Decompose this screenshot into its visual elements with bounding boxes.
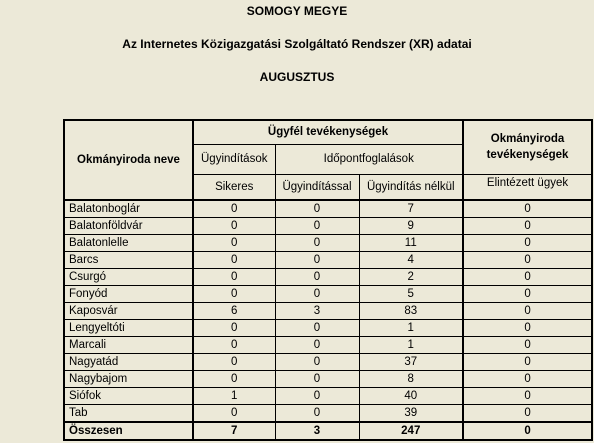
successful-cell: 0 <box>193 371 275 388</box>
handled-cell: 0 <box>463 218 592 235</box>
with-initiation-cell: 0 <box>275 354 359 371</box>
office-name-cell: Nagyatád <box>64 354 193 371</box>
with-initiation-cell: 0 <box>275 337 359 354</box>
with-initiation-cell: 0 <box>275 200 359 218</box>
without-initiation-cell: 9 <box>359 218 463 235</box>
without-initiation-cell: 39 <box>359 405 463 423</box>
office-name-cell: Barcs <box>64 252 193 269</box>
successful-cell: 0 <box>193 320 275 337</box>
table-row <box>64 303 592 320</box>
office-activities-header: Okmányiroda tevékenységek <box>463 120 592 174</box>
handled-cell: 0 <box>463 200 592 218</box>
table-row <box>64 405 592 423</box>
handled-cell: 0 <box>463 354 592 371</box>
successful-header: Sikeres <box>193 174 275 200</box>
office-name-cell: Csurgó <box>64 269 193 286</box>
without-initiation-cell: 83 <box>359 303 463 320</box>
handled-cell: 0 <box>463 320 592 337</box>
handled-cell: 0 <box>463 303 592 320</box>
without-initiation-cell: 1 <box>359 337 463 354</box>
total-handled: 0 <box>463 422 592 440</box>
successful-cell: 0 <box>193 337 275 354</box>
table-row <box>64 235 592 252</box>
initiations-header: Ügyindítások <box>193 144 275 174</box>
handled-cell: 0 <box>463 405 592 423</box>
total-with-initiation: 3 <box>275 422 359 440</box>
with-initiation-cell: 0 <box>275 320 359 337</box>
with-initiation-cell: 0 <box>275 235 359 252</box>
col-office-name-header: Okmányiroda neve <box>64 120 193 200</box>
office-name-cell: Marcali <box>64 337 193 354</box>
table-row <box>64 388 592 405</box>
without-initiation-cell: 2 <box>359 269 463 286</box>
handled-cell: 0 <box>463 337 592 354</box>
table-row <box>64 371 592 388</box>
office-name-cell: Nagybajom <box>64 371 193 388</box>
with-initiation-cell: 0 <box>275 252 359 269</box>
office-name-cell: Kaposvár <box>64 303 193 320</box>
successful-cell: 6 <box>193 303 275 320</box>
without-initiation-header: Ügyindítás nélkül <box>359 174 463 200</box>
without-initiation-cell: 1 <box>359 320 463 337</box>
with-initiation-cell: 0 <box>275 371 359 388</box>
office-name-cell: Fonyód <box>64 286 193 303</box>
county-title: SOMOGY MEGYE <box>246 4 348 18</box>
report-subtitle: Az Internetes Közigazgatási Szolgáltató Rendszer (XR) adatai <box>122 37 472 51</box>
appointments-header: Időpontfoglalások <box>275 144 463 174</box>
handled-cell: 0 <box>463 269 592 286</box>
successful-cell: 0 <box>193 405 275 423</box>
with-initiation-cell: 0 <box>275 218 359 235</box>
table-row <box>64 269 592 286</box>
successful-cell: 0 <box>193 218 275 235</box>
handled-cell: 0 <box>463 235 592 252</box>
successful-cell: 0 <box>193 354 275 371</box>
with-initiation-cell: 0 <box>275 286 359 303</box>
office-activity-table <box>63 119 593 441</box>
with-initiation-cell: 0 <box>275 269 359 286</box>
handled-cell: 0 <box>463 286 592 303</box>
table-row <box>64 200 592 218</box>
total-label: Összesen <box>64 422 193 440</box>
without-initiation-cell: 4 <box>359 252 463 269</box>
successful-cell: 1 <box>193 388 275 405</box>
successful-cell: 0 <box>193 200 275 218</box>
without-initiation-cell: 37 <box>359 354 463 371</box>
office-name-cell: Balatonföldvár <box>64 218 193 235</box>
with-initiation-cell: 0 <box>275 405 359 423</box>
client-activities-header: Ügyfél tevékenységek <box>193 120 463 144</box>
with-initiation-cell: 0 <box>275 388 359 405</box>
total-row <box>64 422 592 440</box>
successful-cell: 0 <box>193 269 275 286</box>
handled-cell: 0 <box>463 371 592 388</box>
month-title: AUGUSZTUS <box>259 70 335 84</box>
office-name-cell: Tab <box>64 405 193 423</box>
table-row <box>64 218 592 235</box>
office-name-cell: Lengyeltóti <box>64 320 193 337</box>
without-initiation-cell: 8 <box>359 371 463 388</box>
office-name-cell: Balatonboglár <box>64 200 193 218</box>
table-row <box>64 286 592 303</box>
successful-cell: 0 <box>193 252 275 269</box>
office-name-cell: Balatonlelle <box>64 235 193 252</box>
table-row <box>64 320 592 337</box>
table-row <box>64 337 592 354</box>
office-name-cell: Siófok <box>64 388 193 405</box>
without-initiation-cell: 5 <box>359 286 463 303</box>
total-successful: 7 <box>193 422 275 440</box>
successful-cell: 0 <box>193 286 275 303</box>
total-without-initiation: 247 <box>359 422 463 440</box>
with-initiation-cell: 3 <box>275 303 359 320</box>
handled-cell: 0 <box>463 252 592 269</box>
without-initiation-cell: 40 <box>359 388 463 405</box>
without-initiation-cell: 11 <box>359 235 463 252</box>
table-row <box>64 252 592 269</box>
table-row <box>64 354 592 371</box>
with-initiation-header: Ügyindítással <box>275 174 359 200</box>
successful-cell: 0 <box>193 235 275 252</box>
handled-cases-header: Elintézett ügyek <box>463 174 592 200</box>
without-initiation-cell: 7 <box>359 200 463 218</box>
handled-cell: 0 <box>463 388 592 405</box>
